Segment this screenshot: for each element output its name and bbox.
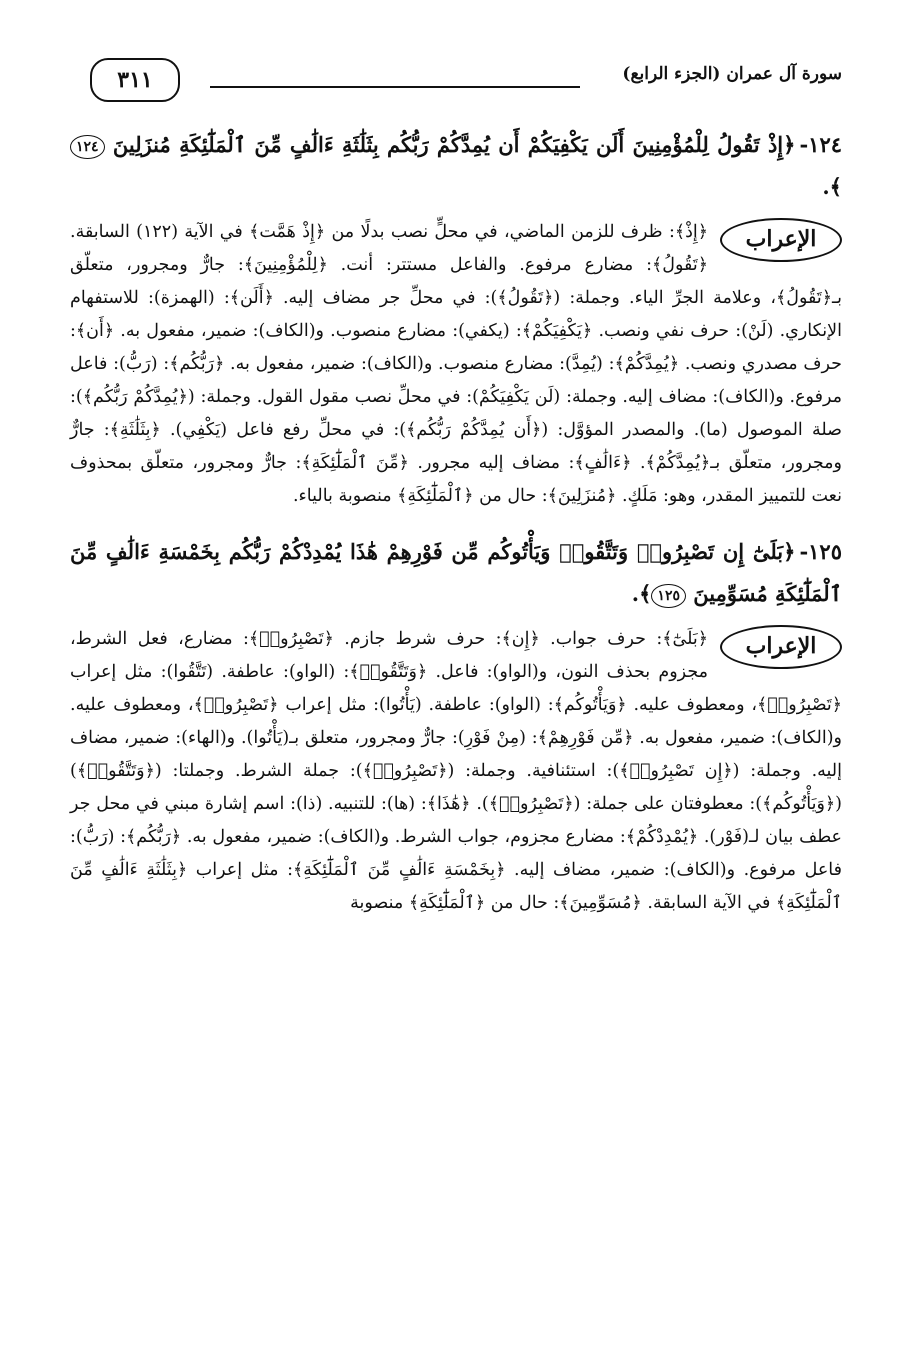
irab-125	[70, 623, 842, 920]
verse-number: ١٢٤-	[799, 132, 843, 157]
verse-124	[70, 124, 842, 208]
irab-label-badge: الإعراب	[720, 218, 842, 262]
irab-124	[70, 216, 842, 513]
ayah-number-mark: ١٢٥	[651, 584, 686, 608]
verse-close: ﴾.	[822, 174, 842, 199]
irab-text: ﴿إِذْ﴾: ظرف للزمن الماضي، في محلٍّ نصب بدلًا من ﴿إِذْ هَمَّت﴾ في الآية (١٢٢) السابقة. ﴿تَقُولُ﴾: مضارع مرفوع. والفاعل مستتر: أنت. ﴿لِلْمُؤْمِنِينَ﴾: جارٌّ ومجرور، متعلّق بـ﴿تَقُولُ﴾، وعلامة الجرِّ الياء. وجملة: (﴿تَقُولُ﴾): في محلِّ جر مضاف إليه. ﴿أَلَن﴾: (الهمزة): للاستفهام الإنكاري. (لَنْ): حرف نفي ونصب. ﴿يَكْفِيَكُمْ﴾: (يكفي): مضارع منصوب. و(الكاف): ضمير، مفعول به. ﴿أَن﴾: حرف مصدري ونصب. ﴿يُمِدَّكُمْ﴾: (يُمِدَّ): مضارع منصوب. و(الكاف): ضمير، مفعول به. ﴿رَبُّكُم﴾: (رَبُّ): فاعل مرفوع. و(الكاف): مضاف إليه. وجملة: (لَن يَكْفِيَكُمْ): في محلِّ نصب مقول القول. وجملة: (﴿يُمِدَّكُمْ رَبُّكُم﴾): صلة الموصول (ما). والمصدر المؤوَّل: (﴿أَن يُمِدَّكُمْ رَبُّكُم﴾): في محلِّ رفع فاعل (يَكْفِي). ﴿بِثَلَٰثَةِ﴾: جارٌّ ومجرور، متعلّق بـ﴿يُمِدَّكُمْ﴾. ﴿ءَالَٰفٍ﴾: مضاف إليه مجرور. ﴿مِّنَ ٱلْمَلَٰٓئِكَةِ﴾: جارٌّ ومجرور، متعلّق بمحذوف نعت للتمييز المقدر، وهو: مَلَكٍ. ﴿مُنزَلِينَ﴾: حال من ﴿ٱلْمَلَٰٓئِكَةِ﴾ منصوبة بالياء.	[70, 222, 842, 506]
running-title: سورة آل عمران (الجزء الرابع)	[622, 64, 842, 84]
verse-text: ﴿إِذْ تَقُولُ لِلْمُؤْمِنِينَ أَلَن يَكْفِيَكُمْ أَن يُمِدَّكُمْ رَبُّكُم بِثَلَٰثَةِ ءَالَٰفٍ مِّنَ ٱلْمَلَٰٓئِكَةِ مُنزَلِينَ	[112, 132, 796, 157]
header-rule	[210, 86, 580, 88]
ayah-number-mark: ١٢٤	[70, 135, 105, 159]
irab-label-badge: الإعراب	[720, 625, 842, 669]
verse-close: ﴾.	[631, 581, 652, 606]
verse-text: ﴿بَلَىٰٓ إِن تَصْبِرُوا۟ وَتَتَّقُوا۟ وَيَأْتُوكُم مِّن فَوْرِهِمْ هَٰذَا يُمْدِدْكُمْ رَبُّكُم بِخَمْسَةِ ءَالَٰفٍ مِّنَ ٱلْمَلَٰٓئِكَةِ مُسَوِّمِينَ	[70, 539, 842, 606]
book-page	[70, 48, 842, 1338]
page-header	[70, 48, 842, 112]
verse-number: ١٢٥-	[799, 539, 842, 564]
irab-text: ﴿بَلَىٰٓ﴾: حرف جواب. ﴿إِن﴾: حرف شرط جازم. ﴿تَصْبِرُوا۟﴾: مضارع، فعل الشرط، مجزوم بحذف النون، و(الواو): فاعل. ﴿وَتَتَّقُوا۟﴾: (الواو): عاطفة. (تَتَّقُوا): مثل إعراب ﴿تَصْبِرُوا۟﴾، ومعطوف عليه. ﴿وَيَأْتُوكُم﴾: (الواو): عاطفة. (يَأْتُوا): مثل إعراب ﴿تَصْبِرُوا۟﴾، ومعطوف عليه. و(الكاف): ضمير، مفعول به. ﴿مِّن فَوْرِهِمْ﴾: (مِنْ فَوْرِ): جارٌّ ومجرور، متعلق بـ(يَأْتُوا). و(الهاء): ضمير، مضاف إليه. وجملة: (﴿إِن تَصْبِرُوا۟﴾): استئنافية. وجملة: (﴿تَصْبِرُوا۟﴾): جملة الشرط. وجملتا: (﴿وَتَتَّقُوا۟﴾) (﴿وَيَأْتُوكُم﴾): معطوفتان على جملة: (﴿تَصْبِرُوا۟﴾). ﴿هَٰذَا﴾: (ها): للتنبيه. (ذا): اسم إشارة مبني في محل جر عطف بيان لـ(فَوْر). ﴿يُمْدِدْكُمْ﴾: مضارع مجزوم، جواب الشرط. و(الكاف): ضمير، مفعول به. ﴿رَبُّكُم﴾: (رَبُّ): فاعل مرفوع. و(الكاف): ضمير، مضاف إليه. ﴿بِخَمْسَةِ ءَالَٰفٍ مِّنَ ٱلْمَلَٰٓئِكَةِ﴾: مثل إعراب ﴿بِثَلَٰثَةِ ءَالَٰفٍ مِّنَ ٱلْمَلَٰٓئِكَةِ﴾ في الآية السابقة. ﴿مُسَوِّمِينَ﴾: حال من ﴿ٱلْمَلَٰٓئِكَةِ﴾ منصوبة	[70, 629, 842, 913]
verse-125	[70, 531, 842, 615]
page-number: ٣١١	[90, 58, 180, 102]
